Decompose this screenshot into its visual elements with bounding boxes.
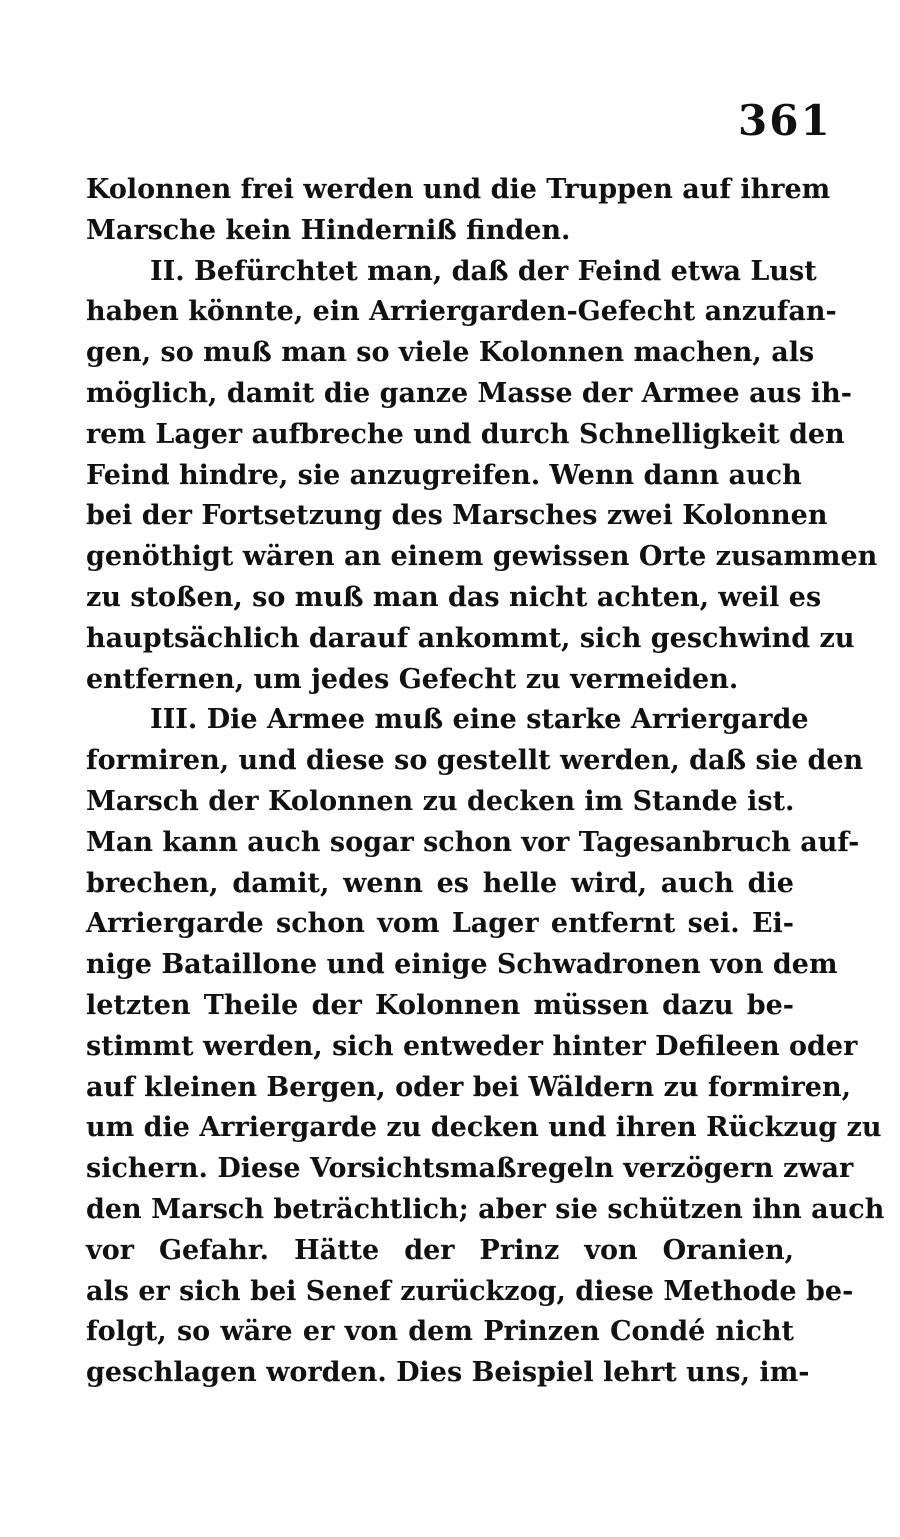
page-number: 361: [738, 96, 832, 145]
paragraph-start-line: II. Befürchtet man, daß der Feind etwa Lust: [150, 255, 817, 287]
text-line: letzten Theile der Kolonnen müssen dazu be-: [86, 989, 794, 1021]
text-line: Marsch der Kolonnen zu decken im Stande ist.: [86, 785, 795, 817]
text-line: Man kann auch sogar schon vor Tagesanbruch auf-: [86, 826, 860, 858]
text-line: geschlagen worden. Dies Beispiel lehrt uns, im-: [86, 1357, 810, 1389]
text-line: vor Gefahr. Hätte der Prinz von Oranien,: [86, 1234, 794, 1266]
text-line: möglich, damit die ganze Masse der Armee aus ih-: [86, 377, 852, 409]
text-line: gen, so muß man so viele Kolonnen machen, als: [86, 337, 815, 369]
text-line: brechen, damit, wenn es helle wird, auch die: [86, 867, 794, 899]
body-text: [86, 170, 885, 1394]
text-line: Marsche kein Hinderniß finden.: [86, 214, 571, 246]
text-line: hauptsächlich darauf ankommt, sich geschwind zu: [86, 622, 855, 654]
text-line: stimmt werden, sich entweder hinter Defileen oder: [86, 1030, 858, 1062]
text-line: Arriergarde schon vom Lager entfernt sei. Ei-: [86, 908, 794, 940]
text-line: folgt, so wäre er von dem Prinzen Condé nicht: [86, 1316, 794, 1348]
text-line: Kolonnen frei werden und die Truppen auf ihrem: [86, 174, 831, 205]
text-line: auf kleinen Bergen, oder bei Wäldern zu formiren,: [86, 1071, 852, 1103]
text-line: als er sich bei Senef zurückzog, diese Methode be-: [86, 1275, 854, 1307]
text-line: um die Arriergarde zu decken und ihren Rückzug zu: [86, 1112, 882, 1144]
text-line: entfernen, um jedes Gefecht zu vermeiden.: [86, 663, 739, 695]
text-line: nige Bataillone und einige Schwadronen von dem: [86, 949, 838, 981]
paragraph-start-line: III. Die Armee muß eine starke Arriergarde: [150, 704, 809, 736]
text-line: den Marsch beträchtlich; aber sie schützen ihn auch: [86, 1193, 885, 1225]
text-line: formiren, und diese so gestellt werden, daß sie den: [86, 745, 864, 777]
text-line: sichern. Diese Vorsichtsmaßregeln verzögern zwar: [86, 1153, 854, 1185]
text-line: Feind hindre, sie anzugreifen. Wenn dann auch: [86, 459, 802, 491]
text-line: haben könnte, ein Arriergarden-Gefecht anzufan-: [86, 296, 837, 328]
text-line: bei der Fortsetzung des Marsches zwei Kolonnen: [86, 500, 828, 532]
text-line: zu stoßen, so muß man das nicht achten, weil es: [86, 581, 822, 613]
text-line: rem Lager aufbreche und durch Schnelligkeit den: [86, 418, 845, 450]
text-line: genöthigt wären an einem gewissen Orte zusammen: [86, 541, 878, 573]
